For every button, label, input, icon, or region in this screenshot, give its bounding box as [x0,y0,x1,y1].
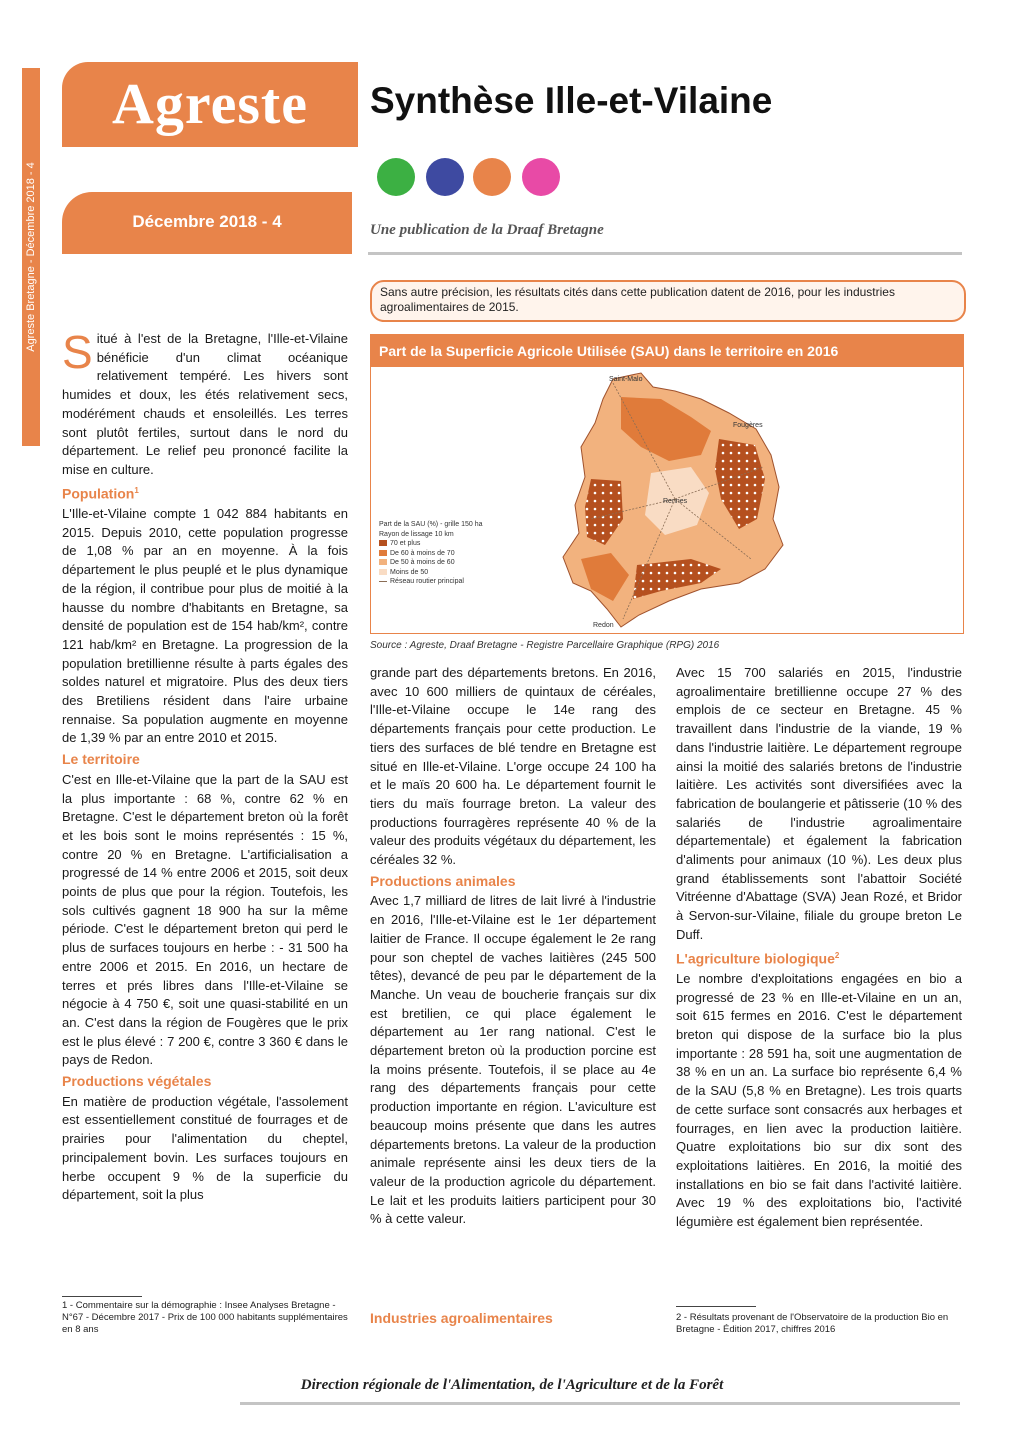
legend-title-1: Part de la SAU (%) - grille 150 ha [379,521,483,528]
sidebar-text: Agreste Bretagne - Décembre 2018 - 4 [25,162,37,352]
road-swatch [379,581,387,582]
drop-cap: S [62,326,93,378]
legend-item-road [379,577,483,587]
legend-swatch [379,550,387,556]
intro-paragraph [62,326,348,480]
footnote-rule-1 [62,1296,142,1297]
issue-date: Décembre 2018 - 4 [132,212,282,231]
paragraph-population: L'Ille-et-Vilaine compte 1 042 884 habitants en 2015. Depuis 2010, cette population progresse de 1,08 % par an en moyenne. À la fois département le plus peuplé et le plus dynamique de la région, il contribue pour plus de moitié à la hausse du nombre d'habitants en Bretagne, sa densité de population est de 154 hab/km², contre 121 hab/km² en Bretagne. La progression de la population bretillienne résulte à parts égales des soldes naturel et migratoire. Plus des deux tiers des Bretiliens résident dans l'aire urbaine rennaise. Sa population augmente en moyenne de 1,39 % par an entre 2010 et 2015. [62,505,348,746]
legend-label: Moins de 50 [390,568,429,576]
issue-date-banner [62,192,352,254]
department-map [551,369,811,631]
legend-label: Réseau routier principal [390,578,464,585]
legend-swatch [379,559,387,565]
logo-text: Agreste [112,71,308,136]
heading-text: Population [62,485,135,502]
paragraph-productions-vegetales: En matière de production végétale, l'assolement est essentiellement constitué de fourrages et de prairies pour l'alimentation du cheptel, principalement bovin. Les surfaces toujours en herbe occupent 9 % de la superficie du département, soit la plus [62,1093,348,1203]
sidebar-strip [22,68,40,446]
map-source: Source : Agreste, Draaf Bretagne - Registre Parcellaire Graphique (RPG) 2016 [370,640,720,651]
legend-swatch [379,540,387,546]
paragraph-agriculture-biologique: Le nombre d'exploitations engagées en bio a progressé de 23 % en Ille-et-Vilaine en un an, soit 615 fermes en 2016. C'est le département breton qui dispose de la surface bio la plus importante : 28 591 ha, soit une augmentation de 38 % en un an. La surface bio représente 6,4 % de la SAU (5,8 % en Bretagne). Les trois quarts de cette surface sont consacrés aux herbages et fourrages, en lien avec la production laitière. Quatre exploitations bio sur dix sont des exploitations laitières. En 2016, la moitié des installations en bio se fait dans l'activité laitière. Avec 19 % des exploitations bio, l'activité légumière est également bien représentée. [676,970,962,1230]
map-figure [370,334,964,634]
green-dot [377,158,415,196]
paragraph-vegetales-continued: grande part des départements bretons. En 2016, avec 10 600 milliers de quintaux de céréales, l'Ille-et-Vilaine occupe le 14e rang des départements français pour cette production. Le tiers des surfaces de blé tendre en Bretagne est situé en Ille-et-Vilaine. L'orge occupe 24 100 ha et le maïs 20 600 ha. Le département fournit le tiers du maïs fourrage breton. La valeur des productions fourragères représente 40 % de la valeur des produits végétaux du département, les céréales 32 %. [370,665,656,868]
header-divider [368,252,962,255]
legend-item-0 [379,539,483,549]
agreste-logo [62,62,358,147]
notice-box: Sans autre précision, les résultats cités dans cette publication datent de 2016, pour les industries agroalimentaires de 2015. [370,280,966,322]
heading-productions-animales: Productions animales [370,872,516,889]
map-header [371,335,963,367]
footnote-rule-2 [676,1306,756,1307]
legend-label: 70 et plus [390,540,421,547]
city-label-fougeres: Fougères [733,422,763,429]
column-3 [676,664,962,1232]
column-2 [370,664,656,1229]
legend-item-3 [379,568,483,578]
footer-text: Direction régionale de l'Alimentation, de l'Agriculture et de la Forêt [300,1377,724,1393]
city-label-saint-malo: Saint-Malo [609,376,643,383]
paragraph-industries-agroalimentaires: Avec 15 700 salariés en 2015, l'industrie agroalimentaire bretillienne occupe 27 % des emplois de ce secteur en Bretagne. 45 % travaillent dans l'industrie de la viande, 19 % dans l'industrie laitière. Le département regroupe ainsi la moitié des salariés bretons de l'industrie laitière. Les activités sont diversifiées avec la fabrication de boulangerie et pâtisserie (10 % des salariés de l'industrie agroalimentaire départementale) et également la fabrication d'aliments pour animaux (10 %). Les deux plus grand établissements sont l'abattoir Société Vitréenne d'Abattage (SVA) Jean Rozé, et Bridor à Servon-sur-Vilaine, filiale du groupe breton Le Duff. [676,665,962,942]
footnote-2: 2 - Résultats provenant de l'Observatoire de la production Bio en Bretagne - Édition 2017, chiffres 2016 [676,1312,949,1335]
footnote-ref-2: 2 [834,950,840,960]
footnote-ref-1: 1 [134,485,139,495]
heading-population [62,482,348,503]
heading-text: L'agriculture biologique [676,950,835,967]
heading-industries-agroalimentaires: Industries agroalimentaires [370,1310,553,1326]
footer-divider [240,1402,960,1405]
legend-label: De 50 à moins de 60 [390,559,455,566]
heading-territoire: Le territoire [62,751,140,768]
heading-agriculture-biologique [676,947,962,968]
city-label-rennes: Rennes [663,498,688,505]
legend-label: De 60 à moins de 70 [390,549,455,557]
intro-text: itué à l'est de la Bretagne, l'Ille-et-Vilaine bénéficie d'un climat océanique relativement tempéré. Les hivers sont humides et doux, les étés relativement secs, modérément chauds et ensoleillés. Les terres sont plutôt fertiles, surtout dans le nord du département. Le relief peu prononcé facilite la mise en culture. [62,331,348,477]
city-label-redon: Redon [593,622,614,629]
footnote-1: 1 - Commentaire sur la démographie : Insee Analyses Bretagne - N°67 - Décembre 2017 - Prix de 100 000 habitants supplémentaires en 8 ans [62,1300,348,1335]
heading-productions-vegetales: Productions végétales [62,1073,212,1090]
legend-item-1 [379,549,483,559]
map-title: Part de la Superficie Agricole Utilisée (SAU) dans le territoire en 2016 [379,343,839,359]
paragraph-productions-animales: Avec 1,7 milliard de litres de lait livré à l'industrie en 2016, l'Ille-et-Vilaine est le 1er département laitier de France. Il occupe également le 2e rang pour son cheptel de vaches laitières (245 500 têtes), devancé de peu par le département de la Manche. Un veau de boucherie français sur dix est bretilien, ce qui place également le département au 1er rang national. C'est le département breton où la production porcine est la moins présente. Toutefois, il se place au 4e rang des départements français pour cette production importante en région. L'aviculture est beaucoup moins présente que dans les autres départements bretons. La valeur de la production animale représente ainsi les deux tiers de la valeur de la production agricole du département. Le lait et les produits laitiers participent pour 30 % à cette valeur. [370,893,656,1227]
blue-dot [426,158,464,196]
paragraph-territoire: C'est en Ille-et-Vilaine que la part de la SAU est la plus importante : 68 %, contre 62 % en Bretagne. C'est le département breton où la forêt et les bois sont le moins représentés : 15 %, contre 20 % en Bretagne. L'artificialisation a progressé de 14 % entre 2006 et 2015, soit deux points de plus que pour la région. Toutefois, les sols cultivés gagnent 18 900 ha sur la même période. C'est le département breton qui perd le plus de surfaces toujours en herbe : - 31 500 ha entre 2006 et 2015. En 2016, un hectare de terres et prés libres dans l'Ille-et-Vilaine se négocie à 4 750 €, soit une quasi-stabilité en un an. C'est dans la région de Fougères que le prix est le plus élevé : 7 200 €, contre 3 360 € dans le pays de Redon. [62,771,348,1068]
legend-item-2 [379,558,483,568]
orange-dot [473,158,511,196]
document-title: Synthèse Ille-et-Vilaine [370,80,773,121]
pink-dot [522,158,560,196]
column-1 [62,326,348,1205]
legend-title-2: Rayon de lissage 10 km [379,530,454,538]
publication-subtitle: Une publication de la Draaf Bretagne [370,222,604,238]
legend-swatch [379,569,387,575]
map-legend [379,520,483,587]
